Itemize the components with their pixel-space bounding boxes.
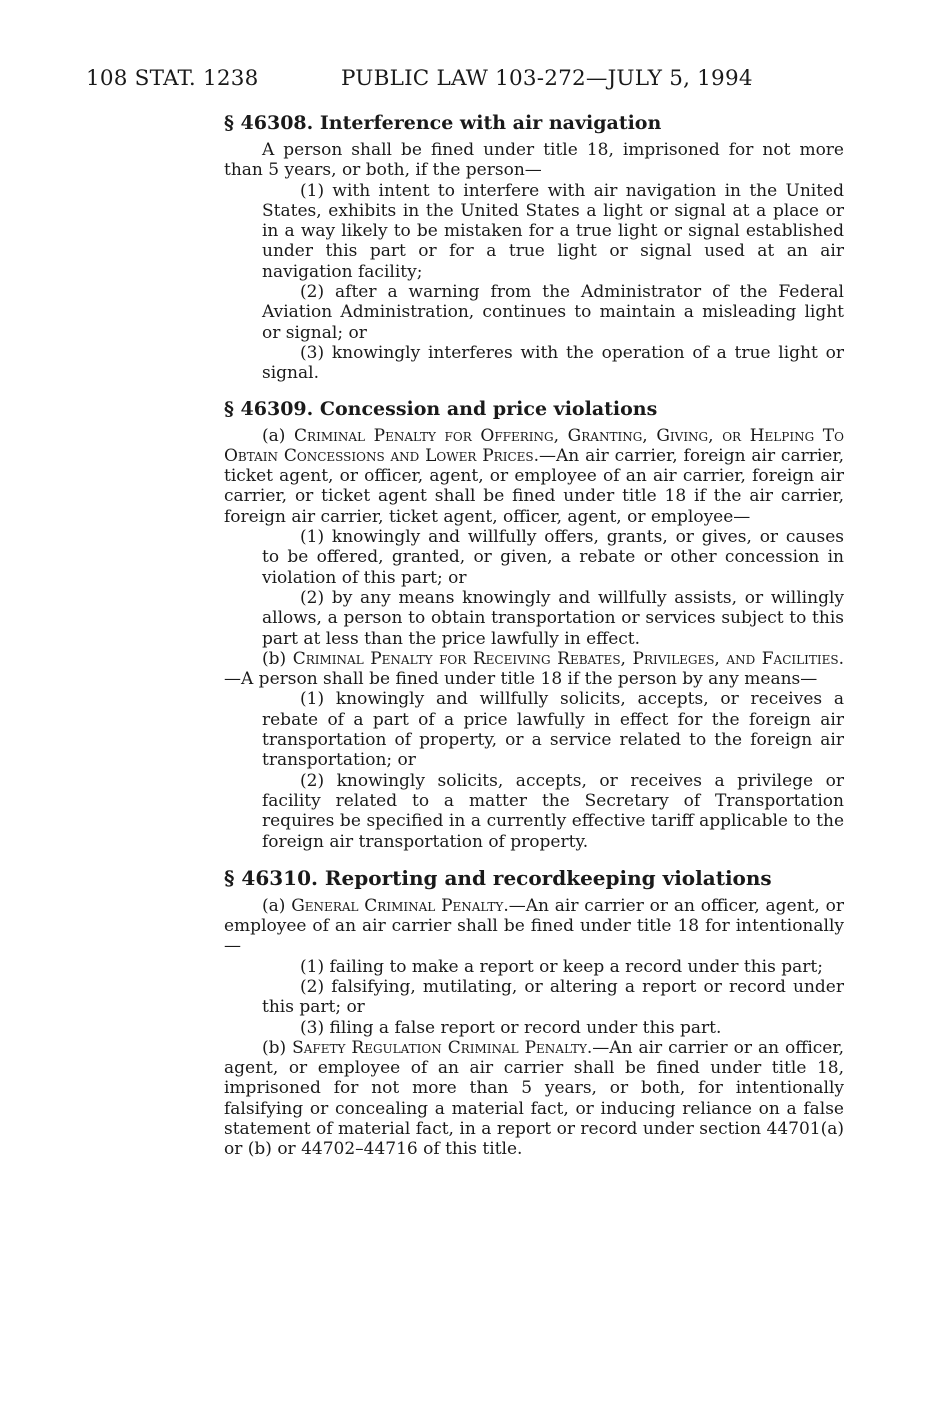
list-item: (1) failing to make a report or keep a record under this part; xyxy=(300,956,823,977)
subsection-label: (a) xyxy=(262,425,295,446)
subsection-label: (a) xyxy=(262,895,292,916)
list-item: (2) falsifying, mutilating, or altering a report or record under this part; or xyxy=(262,976,844,1018)
section-intro: A person shall be fined under title 18, imprisoned for not more than 5 years, or both, if the person— xyxy=(224,140,844,181)
page-body xyxy=(224,112,844,1160)
subsection-text: —An air carrier or an officer, agent, or employee of an air carrier shall be fined under title 18 for intentionally— xyxy=(224,895,844,957)
section-46309 xyxy=(224,398,844,852)
list-item: (3) filing a false report or record under this part. xyxy=(300,1017,722,1038)
section-46308 xyxy=(224,112,844,384)
subsection-caption: General Criminal Penalty. xyxy=(291,895,509,916)
subsection-text: —An air carrier, foreign air carrier, ticket agent, or officer, agent, or employee of an air carrier, foreign air carrier, or ticket agent shall be fined under title 18 if the air carrier, foreign air carrier, ticket agent, officer, agent, or employee— xyxy=(224,445,844,527)
subsection-label: (b) xyxy=(262,1037,293,1058)
list-item: (1) with intent to interfere with air navigation in the United States, exhibits in the United States a light or signal at a place or in a way likely to be mistaken for a true light or signal established under this part or for a true light or signal used at an air navigation facility; xyxy=(262,180,844,282)
subsection-caption: Safety Regulation Criminal Penalty. xyxy=(292,1037,593,1058)
list-item: (1) knowingly and willfully offers, grants, or gives, or causes to be offered, granted, or given, a rebate or other concession in violation of this part; or xyxy=(262,527,844,588)
subsection-b xyxy=(224,1038,844,1160)
subsection-text: —An air carrier or an officer, agent, or employee of an air carrier shall be fined under title 18, imprisoned for not more than 5 years, or both, for intentionally falsifying or concealing a material fact, or inducing reliance on a false statement of material fact, in a report or record under section 44701(a) or (b) or 44702–44716 of this title. xyxy=(224,1037,845,1160)
list-item: (1) knowingly and willfully solicits, accepts, or receives a rebate of a part of a price lawfully in effect for the foreign air transportation of property, or a service related to the foreign air transportation; or xyxy=(262,689,844,771)
subsection-text: —A person shall be fined under title 18 if the person by any means— xyxy=(224,669,818,690)
subsection-label: (b) xyxy=(262,648,293,669)
section-heading: § 46310. Reporting and recordkeeping violations xyxy=(224,865,772,890)
section-46310 xyxy=(224,866,844,1160)
subsection-a xyxy=(224,896,844,957)
list-item: (2) knowingly solicits, accepts, or receives a privilege or facility related to a matter the Secretary of Transportation requires be specified in a currently effective tariff applicable to the foreign air transportation of property. xyxy=(262,770,844,852)
subsection-b xyxy=(224,649,844,690)
list-item: (2) by any means knowingly and willfully assists, or willingly allows, a person to obtain transportation or services subject to this part at less than the price lawfully in effect. xyxy=(262,587,844,649)
subsection-caption: Criminal Penalty for Offering, Granting, Giving, or Helping To Obtain Concessions and Lower Prices. xyxy=(224,425,844,466)
list-item: (3) knowingly interferes with the operation of a true light or signal. xyxy=(262,342,844,384)
subsection-caption: Criminal Penalty for Receiving Rebates, Privileges, and Facilities. xyxy=(292,648,844,669)
page-header xyxy=(86,66,753,91)
section-heading: § 46309. Concession and price violations xyxy=(224,397,658,420)
stat-reference: 108 STAT. 1238 xyxy=(86,66,259,91)
section-heading: § 46308. Interference with air navigation xyxy=(224,112,662,134)
list-item: (2) after a warning from the Administrator of the Federal Aviation Administration, continues to maintain a misleading light or signal; or xyxy=(262,282,844,343)
subsection-a xyxy=(224,426,844,527)
public-law-title: PUBLIC LAW 103-272—JULY 5, 1994 xyxy=(341,66,753,91)
